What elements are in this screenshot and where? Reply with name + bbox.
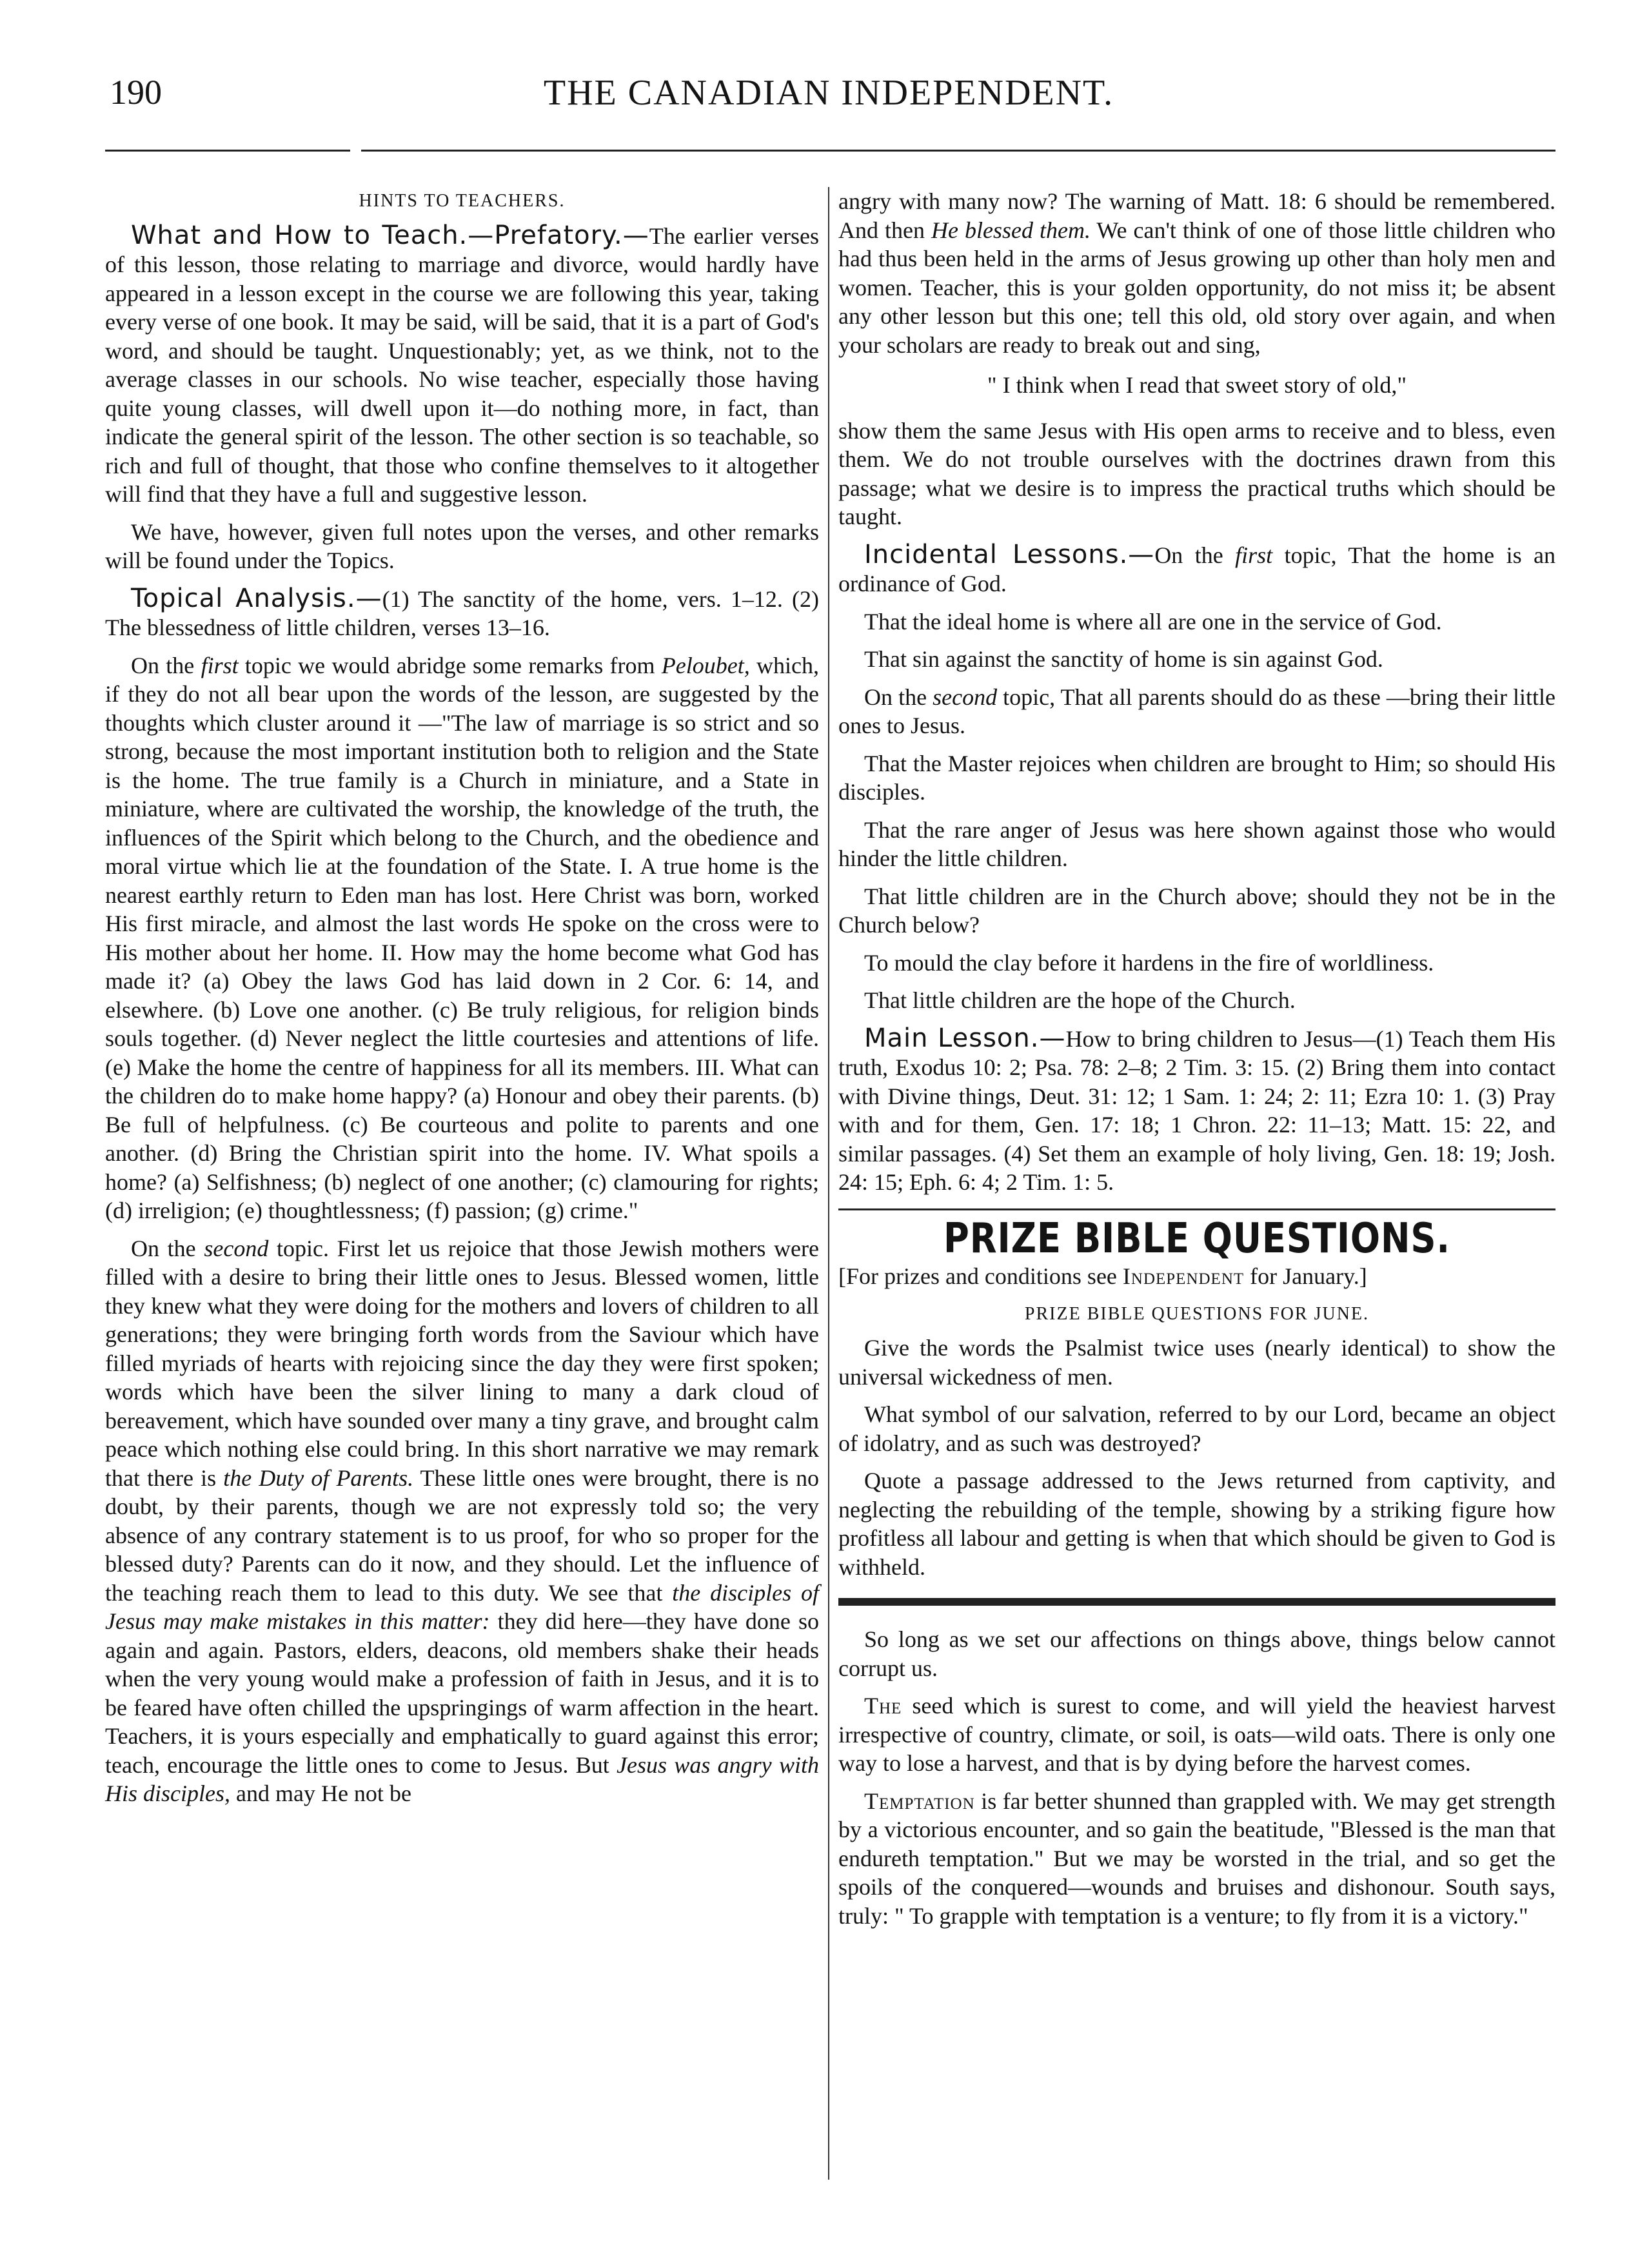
- second-topic-paragraph: [105, 1234, 819, 1808]
- prize-subtitle: PRIZE BIBLE QUESTIONS FOR JUNE.: [1024, 1303, 1370, 1324]
- maxim-paragraph: So long as we set our affections on things above, things below cannot corrupt us.: [838, 1626, 1555, 1681]
- lesson-line: That the Master rejoices when children are brought to Him; so should His disciples.: [838, 750, 1555, 805]
- main-lesson-paragraph: [838, 1024, 1555, 1197]
- text-run: On the: [131, 1235, 204, 1261]
- italic-run: the disciples of Jesus may make mistakes in this matter:: [105, 1579, 820, 1634]
- text-run: seed which is surest to come, and will yield the heaviest harvest irrespective of country, climate, or soil, is oats—wild oats. There is only one way to lose a harvest, and that is by dying before the harvest comes.: [838, 1693, 1555, 1776]
- smallcaps-run: Temptation: [864, 1788, 975, 1814]
- running-head: [110, 72, 1548, 124]
- incidental-lessons-paragraph: [838, 540, 1555, 598]
- main-lesson-text: How to bring children to Jesus—(1) Teach them His truth, Exodus 10: 2; Psa. 78: 2–8; 2 Tim. 3: 15. (2) Bring them into contact with Divine things, Deut. 31: 12; 1 Sam. 1: 24; 2: 11; Ezra 10: 1. (3) Pray with and for them, Gen. 17: 18; 1 Chron. 22: 11–13; Matt. 15: 22, and similar passages. (4) Set them an example of holy living, Gen. 18: 19; Josh. 24: 15; Eph. 6: 4; 2 Tim. 1: 5.: [838, 1025, 1555, 1195]
- prize-questions-title: PRIZE BIBLE QUESTIONS.: [943, 1214, 1450, 1263]
- lesson-line: That little children are the hope of the Church.: [864, 987, 1296, 1013]
- lesson-line: That sin against the sanctity of home is sin against God.: [864, 646, 1383, 672]
- left-column: [105, 187, 819, 1817]
- text-run: and may He not be: [230, 1780, 411, 1806]
- page-number: 190: [110, 73, 162, 112]
- prize-question: What symbol of our salvation, referred to by our Lord, became an object of idolatry, and as such was destroyed?: [838, 1401, 1555, 1456]
- text-run: These little ones were brought, there is no doubt, by their parents, though we are not expressly told so; the very absence of any contrary statement is to us proof, for who so proper for the blessed duty? Parents can do it now, and they should. Let the influence of the teaching reach them to lead to this duty. We see that: [105, 1464, 819, 1606]
- prize-question: Give the words the Psalmist twice uses (nearly identical) to show the universal wickedness of men.: [838, 1335, 1555, 1390]
- text-run: On the: [1154, 542, 1236, 568]
- text-run: which, if they do not all bear upon the words of the lesson, are suggested by the thoughts which cluster around it —"The law of marriage is so strict and so strong, because the most important institution both to religion and the State is the home. The true family is a Church in miniature, and a State in miniature, where are cultivated the worship, the knowledge of the truth, the influences of the Spirit which belong to the Church, and the obedience and moral virtue which lie at the foundation of the State. I. A true home is the nearest earthly return to Eden man has lost. Here Christ was born, worked His first miracle, and almost the last words He spoke on the cross were to His mother about her home. II. How may the home become what God has made it? (a) Obey the laws God has laid down in 2 Cor. 6: 14, and elsewhere. (b) Love one another. (c) Be truly religious, for religion binds souls together. (d) Never neglect the little courtesies and attentions of life. (e) Make the home the centre of happiness for all its members. III. What can the children do to make home happy? (a) Honour and obey their parents. (b) Be full of helpfulness. (c) Be courteous and polite to parents and one another. (d) Bring the Christian spirit into the home. IV. What spoils a home? (a) Selfishness; (b) neglect of one another; (c) clamouring for rights; (d) irreligion; (e) thoughtlessness; (f) passion; (g) crime.": [105, 652, 820, 1223]
- header-rule-left: [105, 150, 350, 152]
- lesson-line: [838, 683, 1555, 740]
- journal-title: THE CANADIAN INDEPENDENT.: [543, 73, 1114, 113]
- text-run: topic we would abridge some remarks from: [238, 652, 662, 678]
- italic-run: the Duty of Parents.: [223, 1464, 414, 1491]
- prefatory-paragraph: [105, 221, 819, 509]
- text-run: topic. First let us rejoice that those Jewish mothers were filled with a desire to bring their little ones to Jesus. Blessed women, little they knew what they were doing for the mothers and lovers of children to all generations; they were bringing forth words from the Saviour which have filled myriads of hearts with rejoicing since the day they were first spoken; words which have been the silver lining to many a dark cloud of bereavement, which have sounded over many a tiny grave, and brought calm peace which nothing else could bring. In this short narrative we may remark that there is: [105, 1235, 819, 1491]
- italic-run: first: [201, 652, 239, 678]
- text-run: angry with many now? The warning of Matt. 18: 6 should be remembered. And then: [838, 188, 1555, 243]
- italic-run: second: [204, 1235, 269, 1261]
- practical-truths-paragraph: show them the same Jesus with His open arms to receive and to bless, even them. We do not trouble ourselves with the doctrines drawn from this passage; what we desire is to impress the practical truths which should be taught.: [838, 417, 1555, 529]
- italic-run: Peloubet,: [661, 652, 750, 678]
- section-title: HINTS TO TEACHERS.: [359, 191, 566, 211]
- text-run: is far better shunned than grappled with. We may get strength by a victorious encounter, and so gain the beatitude, "Blessed is the man that endureth temptation." But we may be worsted in the trial, and so get the spoils of the conquered—wounds and bruises and dishonour. South says, truly: " To grapple with temptation is a venture; to fly from it is a victory.": [838, 1788, 1555, 1929]
- prefatory-lead: What and How to Teach.—Prefatory.—: [131, 220, 649, 250]
- smallcaps-run: Independent: [1122, 1263, 1245, 1289]
- continuation-paragraph: [838, 187, 1555, 359]
- italic-run: Jesus was angry with His disciples,: [105, 1751, 819, 1806]
- text-run: topic, That all parents should do as these —bring their little ones to Jesus.: [838, 684, 1555, 738]
- text-run: We can't think of one of those little children who had thus been held in the arms of Jesus growing up other than holy men and women. Teacher, this is your golden opportunity, do not miss it; be absent any other lesson but this one; tell this old, old story over again, and when your scholars are ready to break out and sing,: [838, 217, 1555, 358]
- lesson-line: That little children are in the Church above; should they not be in the Church below?: [838, 883, 1555, 938]
- text-run: On the: [131, 652, 201, 678]
- lesson-line: To mould the clay before it hardens in the fire of worldliness.: [864, 949, 1434, 976]
- text-run: they did here—they have done so again and again. Pastors, elders, deacons, old members shake their heads when the very young would make a profession of faith in Jesus, and it is to be feared have often chilled the upspringings of warm affection in the heart. Teachers, it is yours especially and emphatically to guard against this error; teach, encourage the little ones to come to Jesus. But: [105, 1608, 819, 1778]
- lesson-line: That the rare anger of Jesus was here shown against those who would hinder the little children.: [838, 816, 1555, 871]
- right-column: [838, 187, 1555, 1939]
- italic-run: He blessed them.: [931, 217, 1091, 243]
- header-rule-right: [361, 150, 1555, 152]
- column-divider: [828, 187, 829, 2180]
- section-rule: [838, 1208, 1555, 1210]
- italic-run: second: [933, 684, 998, 710]
- smallcaps-run: The: [864, 1693, 902, 1719]
- incidental-lessons-lead: Incidental Lessons.—: [864, 539, 1155, 569]
- text-run: [For prizes and conditions see: [838, 1263, 1123, 1289]
- lesson-line: That the ideal home is where all are one in the service of God.: [864, 608, 1442, 635]
- maxim-paragraph: [838, 1691, 1555, 1778]
- double-rule: [838, 1598, 1555, 1606]
- prize-question: Quote a passage addressed to the Jews returned from captivity, and neglecting the rebuilding of the temple, showing by a striking figure how profitless all labour and getting is when that which should be given to God is withheld.: [838, 1468, 1555, 1580]
- text-run: for January.]: [1244, 1263, 1367, 1289]
- topical-analysis-lead: Topical Analysis.—: [131, 583, 382, 613]
- text-run: On the: [864, 684, 933, 710]
- hymn-quote: " I think when I read that sweet story of old,": [987, 372, 1407, 398]
- topical-analysis-text: (1) The sanctity of the home, vers. 1–12. (2) The blessedness of little children, verses 13–16.: [105, 586, 820, 640]
- text-run: topic, That the home is an ordinance of God.: [838, 542, 1555, 597]
- prize-note: [838, 1262, 1555, 1291]
- notes-paragraph: We have, however, given full notes upon the verses, and other remarks will be found under the Topics.: [105, 518, 819, 573]
- first-topic-paragraph: [105, 651, 819, 1225]
- main-lesson-lead: Main Lesson.—: [864, 1023, 1066, 1053]
- topical-analysis-paragraph: [105, 584, 819, 642]
- maxim-paragraph: [838, 1787, 1555, 1931]
- italic-run: first: [1235, 542, 1273, 568]
- prefatory-text: The earlier verses of this lesson, those relating to marriage and divorce, would hardly have appeared in a lesson except in the course we are following this year, taking every verse of one book. It may be said, will be said, that it is a part of God's word, and should be taught. Unquestionably; yet, as we think, not to the average classes in our schools. No wise teacher, especially those having quite young classes, will dwell upon it—do nothing more, in fact, than indicate the general spirit of the lesson. The other section is so teachable, so rich and full of thought, that those who confine themselves to it altogether will find that they have a full and suggestive lesson.: [105, 222, 819, 507]
